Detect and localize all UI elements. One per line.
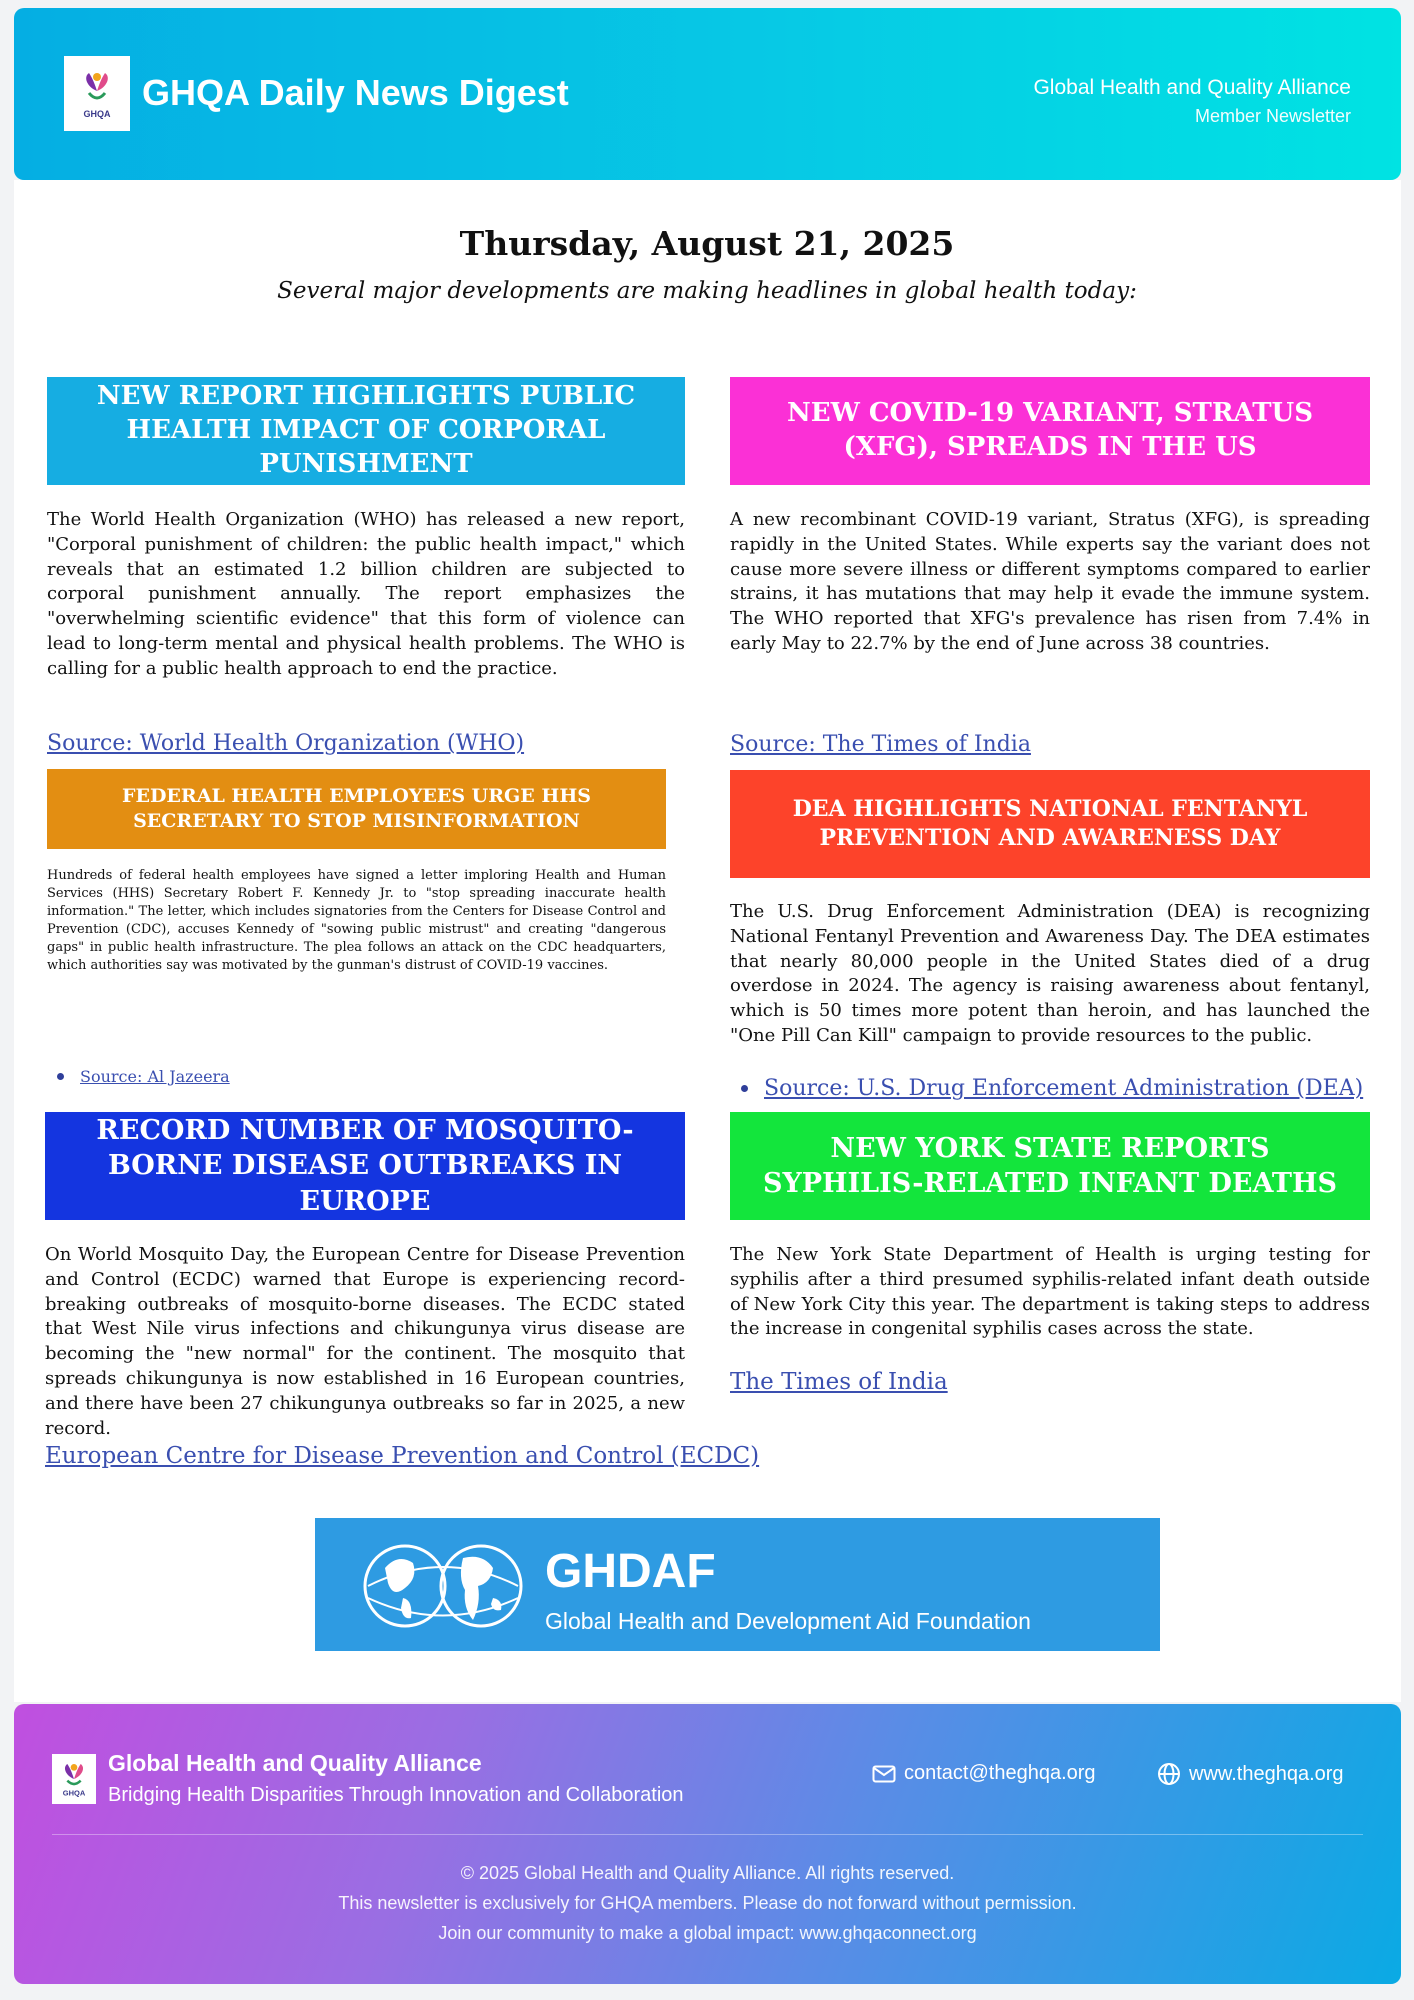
headline-banner-corporal-punishment: NEW REPORT HIGHLIGHTS PUBLIC HEALTH IMPACT OF CORPORAL PUNISHMENT: [47, 377, 685, 485]
newsletter-header: [14, 8, 1401, 180]
footer-org-name: Global Health and Quality Alliance: [108, 1750, 482, 1776]
footer-divider: [52, 1834, 1363, 1835]
bullet-icon: [741, 1085, 748, 1092]
footer-email-text: contact@theghqa.org: [904, 1762, 1096, 1784]
mail-icon: [872, 1765, 896, 1783]
article-body-hhs-misinformation: Hundreds of federal health employees have signed a letter imploring Health and Human Services (HHS) Secretary Robert F. Kennedy Jr. to "stop spreading inaccurate health information." The letter, which includes signatories from the Centers for Disease Control and Prevention (CDC), accuses Kennedy of "sowing public mistrust" and creating "dangerous gaps" in public health infrastructure. The plea follows an attack on the CDC headquarters, which authorities say was motivated by the gunman's distrust of COVID-19 vaccines.: [47, 868, 666, 973]
svg-text:GHQA: GHQA: [62, 1788, 86, 1798]
footer-website[interactable]: [1157, 1762, 1344, 1786]
ghdaf-banner[interactable]: [315, 1518, 1160, 1651]
footer-community: Join our community to make a global impact: www.ghqaconnect.org: [438, 1923, 977, 1943]
source-item-dea: [741, 1076, 1363, 1101]
headline-banner-dea-fentanyl: DEA HIGHLIGHTS NATIONAL FENTANYL PREVENTION AND AWARENESS DAY: [730, 770, 1370, 878]
article-body-mosquito-outbreaks: On World Mosquito Day, the European Centre for Disease Prevention and Control (ECDC) warned that Europe is experiencing record-breaking outbreaks of mosquito-borne diseases. The ECDC stated that West Nile virus infections and chikungunya virus disease are becoming the "new normal" for the continent. The mosquito that spreads chikungunya is now established in 16 European countries, and there have been 27 chikungunya outbreaks so far in 2025, a new record.: [45, 1244, 685, 1439]
source-link-al-jazeera[interactable]: Source: Al Jazeera: [80, 1067, 230, 1086]
headline-banner-covid-variant: NEW COVID-19 VARIANT, STRATUS (XFG), SPREADS IN THE US: [730, 377, 1370, 485]
footer-website-text: www.theghqa.org: [1189, 1762, 1344, 1785]
footer-logo-icon: [59, 1760, 89, 1798]
globe-icon: [363, 1528, 523, 1643]
article-body-corporal-punishment: The World Health Organization (WHO) has released a new report, "Corporal punishment of children: the public health impact," which reveals that an estimated 1.2 billion children are subjected to corporal punishment annually. The report emphasizes the "overwhelming scientific evidence" that this form of violence can lead to long-term mental and physical health problems. The WHO is calling for a public health approach to end the practice.: [47, 509, 685, 679]
footer-notice: This newsletter is exclusively for GHQA members. Please do not forward without permission.: [338, 1893, 1077, 1913]
footer-tagline: Bridging Health Disparities Through Innovation and Collaboration: [108, 1784, 684, 1806]
ghqa-logo: [64, 56, 130, 131]
newsletter-title: GHQA Daily News Digest: [142, 72, 569, 113]
header-subtitle: Member Newsletter: [1194, 106, 1351, 126]
issue-date: Thursday, August 21, 2025: [459, 224, 955, 263]
source-link-times-of-india[interactable]: Source: The Times of India: [730, 732, 1031, 757]
footer-logo: [52, 1754, 96, 1804]
source-link-ecdc[interactable]: European Centre for Disease Prevention and Control (ECDC): [45, 1443, 760, 1469]
article-body-dea-fentanyl: The U.S. Drug Enforcement Administration (DEA) is recognizing National Fentanyl Prevention and Awareness Day. The DEA estimates that nearly 80,000 people in the United States died of a drug overdose in 2024. The agency is raising awareness about fentanyl, which is 50 times more potent than heroin, and has launched the "One Pill Can Kill" campaign to provide resources to the public.: [730, 901, 1370, 1047]
globe-web-icon: [1157, 1762, 1181, 1786]
footer-copyright: © 2025 Global Health and Quality Alliance. All rights reserved.: [460, 1863, 955, 1883]
source-link-dea[interactable]: Source: U.S. Drug Enforcement Administration (DEA): [764, 1076, 1364, 1101]
headline-banner-hhs-misinformation: FEDERAL HEALTH EMPLOYEES URGE HHS SECRETARY TO STOP MISINFORMATION: [47, 769, 666, 849]
header-org-name: Global Health and Quality Alliance: [1033, 76, 1351, 99]
headline-banner-mosquito-outbreaks: RECORD NUMBER OF MOSQUITO-BORNE DISEASE OUTBREAKS IN EUROPE: [45, 1112, 685, 1220]
headline-banner-syphilis-deaths: NEW YORK STATE REPORTS SYPHILIS-RELATED INFANT DEATHS: [730, 1112, 1370, 1220]
ghdaf-full-name: Global Health and Development Aid Foundation: [545, 1608, 1031, 1634]
ghdaf-name: GHDAF: [545, 1545, 716, 1598]
newsletter-footer: [14, 1704, 1401, 1984]
header-org-block: [1033, 76, 1351, 127]
article-body-syphilis-deaths: The New York State Department of Health is urging testing for syphilis after a third presumed syphilis-related infant death outside of New York City this year. The department is taking steps to address the increase in congenital syphilis cases across the state.: [730, 1244, 1370, 1340]
bullet-icon: [57, 1073, 64, 1080]
source-link-who[interactable]: Source: World Health Organization (WHO): [47, 731, 525, 756]
source-link-times-of-india-2[interactable]: The Times of India: [730, 1369, 948, 1395]
logo-text: GHQA: [83, 108, 111, 119]
intro-text: Several major developments are making headlines in global health today:: [277, 278, 1137, 304]
footer-email[interactable]: [872, 1762, 1096, 1785]
logo-figure-icon: [79, 69, 115, 109]
article-body-covid-variant: A new recombinant COVID-19 variant, Stratus (XFG), is spreading rapidly in the United States. While experts say the variant does not cause more severe illness or different symptoms compared to earlier strains, it has mutations that may help it evade the immune system. The WHO reported that XFG's prevalence has risen from 7.4% in early May to 22.7% by the end of June across 38 countries.: [730, 509, 1370, 655]
source-item-al-jazeera: [57, 1067, 230, 1086]
